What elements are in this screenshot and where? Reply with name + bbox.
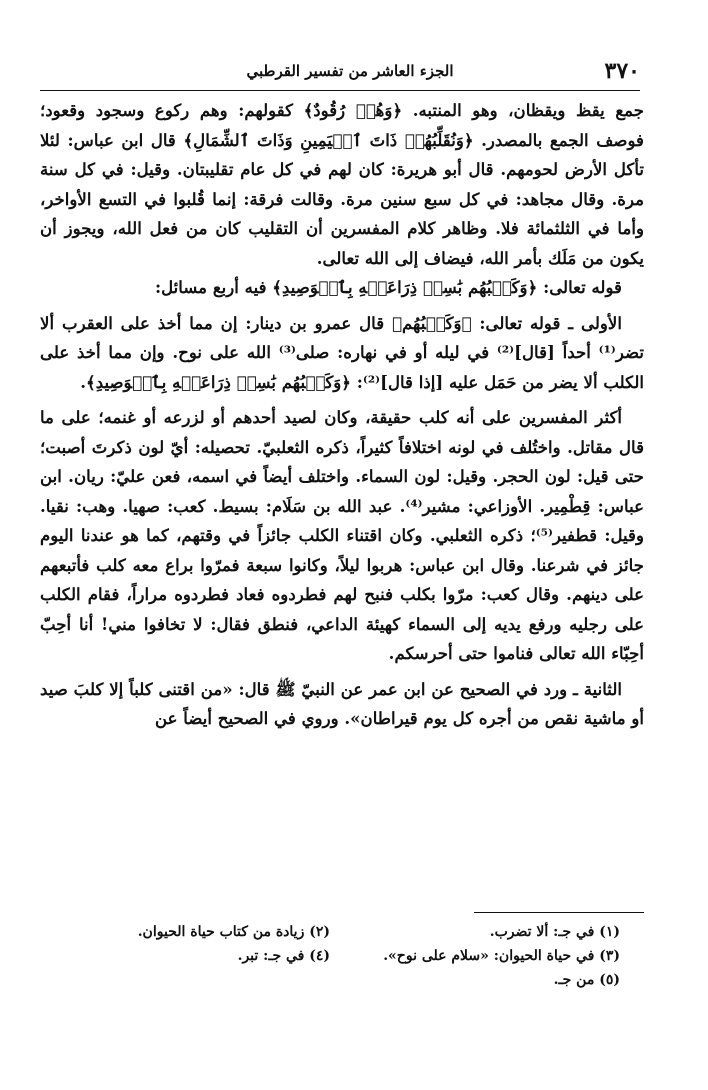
footnote: (٣) في حياة الحيوان: «سلام على نوح». (383, 948, 620, 964)
paragraph: الثانية ـ ورد في الصحيح عن ابن عمر عن النبيّ ﷺ قال: «من اقتنى كلباً إلا كلبَ صيد أو ماشية نقص من أجره كل يوم قيراطان». وروي في الصحيح أيضاً عن (40, 678, 644, 728)
footnotes (40, 920, 620, 992)
footnote: (٤) في جـ: تبر. (237, 948, 330, 964)
footnote: (٥) من جـ. (553, 972, 620, 988)
header-divider (40, 90, 640, 91)
paragraph: أكثر المفسرين على أنه كلب حقيقة، وكان لصيد أحدهم أو لزرعه أو غنمه؛ على ما قال مقاتل. واختُلف في لونه اختلافاً كثيراً، ذكره الثعلبيّ. تحصيله: أيّ لون ذكرتَ أصبت؛ حتى قيل: لون الحجر. وقيل: لون السماء. واختلف أيضاً في اسمه، فعن عليّ: ريان. ابن عباس: قِطْمِير. الأوزاعي: مشير⁽⁴⁾. عبد الله بن سَلَام: بسيط. كعب: صهيا. وهب: نقيا. وقيل: قطفير⁽⁵⁾؛ ذكره الثعلبي. وكان اقتناء الكلب جائزاً في وقتهم، كما هو عندنا اليوم جائز في شرعنا. وقال ابن عباس: هربوا ليلاً، وكانوا سبعة فمرّوا براع معه كلب فأتبعهم على دينهم. وقال كعب: مرّوا بكلب فنبح لهم فطردوه فعاد فطردوه مراراً، فقام الكلب على رجليه ورفع يديه إلى السماء كهيئة الداعي، فنطق فقال: لا تخافوا مني! أنا أحِبّ أحِبّاء الله تعالى فناموا حتى أحرسكم. (40, 407, 644, 663)
footnote-row (40, 944, 620, 968)
running-title: الجزء العاشر من تفسير القرطبي (246, 62, 454, 80)
body-text (40, 96, 644, 734)
paragraph: الأولى ـ قوله تعالى: ﴿وَكَلۡبُهُم﴾ قال عمرو بن دينار: إن مما أخذ على العقرب ألا تضر⁽¹⁾ أحداً [قال]⁽²⁾ في ليله أو في نهاره: صلى⁽³⁾ الله على نوح. وإن مما أخذ على الكلب ألا يضر من حَمَل عليه [إذا قال]⁽²⁾: ﴿وَكَلۡبُهُم بَٰسِطٞ ذِرَاعَيۡهِ بِٱلۡوَصِيدِ﴾. (40, 312, 644, 392)
paragraph: جمع يقظ ويقظان، وهو المنتبه. ﴿وَهُمۡ رُقُودٌ﴾ كقولهم: وهم ركوع وسجود وقعود؛ فوصف الجمع بالمصدر. ﴿وَنُقَلِّبُهُمۡ ذَاتَ ٱلۡيَمِينِ وَذَاتَ ٱلشِّمَالِ﴾ قال ابن عباس: لئلا تأكل الأرض لحومهم. قال أبو هريرة: كان لهم في كل عام تقليبتان. وقيل: في كل سنة مرة. وقال مجاهد: في كل سبع سنين مرة. وقالت فرقة: إنما قُلبوا في التسع الأواخر، وأما في الثلثمائة فلا. وظاهر كلام المفسرين أن التقليب كان من فعل الله، ويجوز أن يكون من مَلَك بأمر الله، فيضاف إلى الله تعالى. (40, 100, 644, 268)
footnote-divider (474, 912, 644, 913)
paragraph: قوله تعالى: ﴿وَكَلۡبُهُم بَٰسِطٞ ذِرَاعَيۡهِ بِٱلۡوَصِيدِ﴾ فيه أربع مسائل: (154, 277, 622, 297)
footnote-row (40, 920, 620, 944)
page-header (40, 58, 640, 86)
footnote: (١) في جـ: ألا تضرب. (489, 924, 620, 940)
footnote-row (40, 968, 620, 992)
page-number: ٣٧٠ (604, 58, 640, 84)
footnote: (٢) زيادة من كتاب حياة الحيوان. (137, 924, 330, 940)
